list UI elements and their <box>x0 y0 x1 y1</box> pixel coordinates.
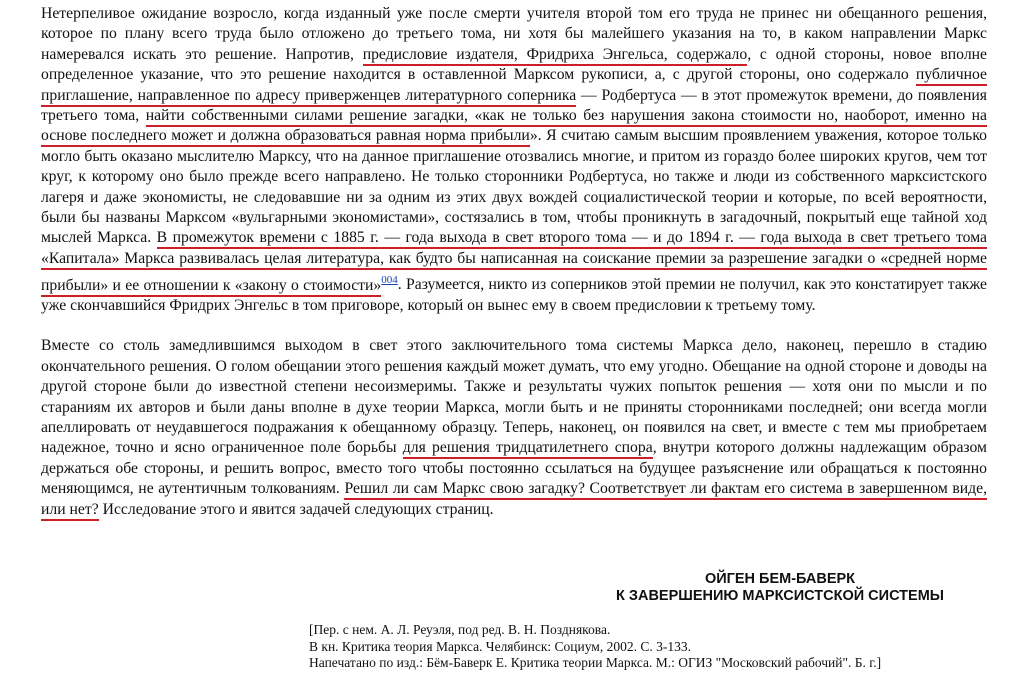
text-run: , внутри которого должны надлежащим образом держаться обе стороны, и решить вопрос, вместо того чтобы постоянно ссылаться на будущее разъяснение или обращаться к постоянно меняющимся, не аутентичным толкованиям. <box>41 439 987 498</box>
source-line-3: Напечатано по изд.: Бём-Баверк Е. Критика теории Маркса. М.: ОГИЗ "Московский рабочий". Б. г.] <box>309 655 882 670</box>
paragraph-1 <box>41 4 987 316</box>
text-run: ». Я считаю самым высшим проявлением уважения, которое только могло быть оказано мыслителю Марксу, что на данное приглашение отозвались многие, и притом из гораздо более широких кругов, чем тот круг, к которому оно было прежде всего направлено. Не только сторонники Родбертуса, но также и люди из собственного марксистского лагеря и даже экономисты, не следовавшие ни за одним из этих двух вождей социалистической теории и которые, по всей вероятности, были бы названы Марксом «вульгарными экономистами», состязались в том, чтобы проникнуть в загадочный, покрытый еще тайной ход мыслей Маркса. <box>41 127 987 247</box>
underlined-text: найти собственными силами решение загадки, «как не только без нарушения закона стоимости но, наоборот, именно на основе последнего может и должна образоваться равная норма прибыли <box>41 107 987 147</box>
signature-author: ОЙГЕН БЕМ-БАВЕРК <box>704 571 856 587</box>
signature-title: К ЗАВЕРШЕНИЮ МАРКСИСТСКОЙ СИСТЕМЫ <box>616 588 944 604</box>
text-run: Нетерпеливое ожидание возросло, когда изданный уже после смерти учителя второй том его труда не принес ни обещанного решения, которое по плану всего труда было отложено до третьего тома, ни хотя бы малейшего указания на то, в каком направлении Маркс намеревался искать это решение. Напротив, <box>41 5 987 63</box>
source-line-2: В кн. Критика теория Маркса. Челябинск: Социум, 2002. С. 3-133. <box>309 638 691 654</box>
text-run: . Разумеется, никто из соперников этой премии не получил, как это констатирует также уже скончавшийся Фридрих Энгельс в том приговоре, который он вынес ему в своем предисловии к третьему тому. <box>41 276 987 314</box>
text-run: Вместе со столь замедлившимся выходом в свет этого заключительного тома системы Маркса дело, наконец, перешло в стадию окончательного решения. О голом обещании этого решения каждый может думать, что ему угодно. Обещание на одной стороне и доводы на другой стороне были до известной степени несоизмеримы. Также и результаты чужих попыток решения — хотя они по мысли и по стараниям их авторов и были даны вполне в духе теории Маркса, могли быть и не приняты сторонниками последней; они всегда могли апеллировать от неудавшегося подражания к обещанному образцу. Теперь, наконец, он появился на свет, и вместе с тем мы приобретаем надежное, точно и ясно ограниченное поле борьбы <box>41 337 987 457</box>
underlined-text: публичное приглашение, направленное по адресу приверженцев литературного соперника <box>41 66 987 106</box>
text-run: , с одной стороны, новое вполне определенное указание, что это решение находится в оставленной Марксом рукописи, а, с другой стороны, оно содержало <box>41 45 988 84</box>
source-line-1: [Пер. с нем. А. Л. Реуэля, под ред. В. Н. Позднякова. <box>309 622 611 637</box>
text-run: Исследование этого и явится задачей следующих страниц. <box>98 500 494 518</box>
source-note <box>309 622 881 672</box>
underlined-text: Решил ли сам Маркс свою загадку? Соответствует ли фактам его система в завершенном виде, или нет? <box>41 480 987 520</box>
footnote-link[interactable]: 004 <box>381 274 398 287</box>
paragraph-2 <box>41 336 987 520</box>
document-body <box>41 4 987 520</box>
text-run: — Родбертуса — в этот промежуток времени, до появления третьего тома, <box>41 86 987 125</box>
underlined-text: В промежуток времени с 1885 г. — года выхода в свет второго тома — и до 1894 г. — года выхода в свет третьего тома «Капитала» Маркса развивалась целая литература, как будто бы написанная на соискание премии за разрешение загадки о «средней норме прибыли» и ее отношении к «закону о стоимости» <box>41 229 987 296</box>
underlined-text: предисловие издателя, Фридриха Энгельса, содержало <box>363 46 748 66</box>
underlined-text: для решения тридцатилетнего спора <box>403 439 653 459</box>
footnote-marker <box>381 271 398 286</box>
